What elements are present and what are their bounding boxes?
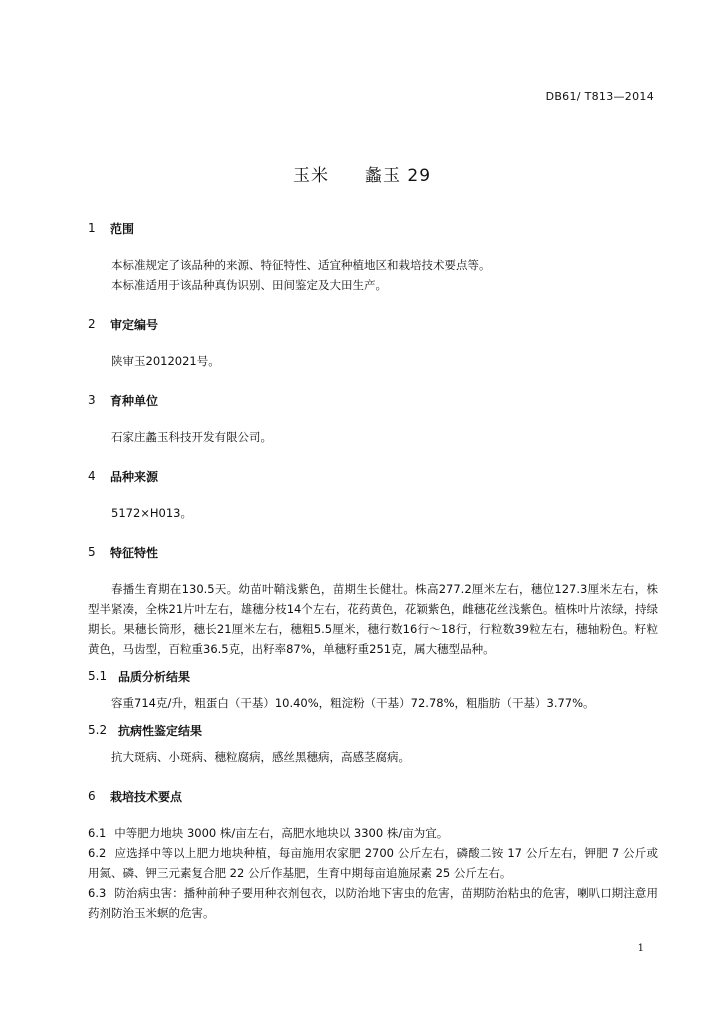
section-heading-6: 6 栽培技术要点 — [88, 789, 183, 804]
list-item: 6.3 防治病虫害：播种前种子要用种衣剂包衣，以防治地下害虫的危害，苗期防治粘虫的危害，喇叭口期注意用药剂防治玉米螟的危害。 — [88, 886, 658, 920]
document-body — [88, 219, 658, 923]
paragraph: 本标准适用于该品种真伪识别、田间鉴定及大田生产。 — [111, 278, 387, 292]
standard-number: DB61/ T813—2014 — [545, 90, 654, 103]
page-number: 1 — [637, 943, 644, 954]
subsection-heading-5-2: 5.2 抗病性鉴定结果 — [88, 723, 203, 738]
section-heading-4: 4 品种来源 — [88, 469, 159, 484]
paragraph: 陕审玉2012021号。 — [111, 354, 220, 368]
paragraph: 春播生育期在130.5天。幼苗叶鞘浅紫色，苗期生长健壮。株高277.2厘米左右，穗位127.3厘米左右，株型半紧凑，全株21片叶左右，雄穗分枝14个左右，花药黄色，花颖紫色，雌穗花丝浅紫色。植株叶片浓绿，持绿期长。果穗长筒形，穗长21厘米左右，穗粗5.5厘米，穗行数16行～18行，行粒数39粒左右，穗轴粉色。籽粒黄色，马齿型，百粒重36.5克，出籽率87%，单穗籽重251克，属大穗型品种。 — [88, 582, 658, 656]
paragraph: 本标准规定了该品种的来源、特征特性、适宜种植地区和栽培技术要点等。 — [111, 258, 491, 272]
paragraph: 5172×H013。 — [111, 506, 192, 520]
title-crop: 玉米 — [292, 166, 329, 186]
paragraph: 石家庄蠡玉科技开发有限公司。 — [111, 430, 272, 444]
paragraph: 容重714克/升，粗蛋白（干基）10.40%，粗淀粉（干基）72.78%，粗脂肪（干基）3.77%。 — [111, 696, 595, 710]
subsection-heading-5-1: 5.1 品质分析结果 — [88, 669, 191, 684]
section-heading-3: 3 育种单位 — [88, 393, 159, 408]
list-item: 6.2 应选择中等以上肥力地块种植，每亩施用农家肥 2700 公斤左右，磷酸二铵 17 公斤左右，钾肥 7 公斤或用氮、磷、钾三元素复合肥 22 公斤作基肥，生育中期每亩追施尿素 25 公斤左右。 — [88, 846, 658, 880]
section-heading-1: 1 范围 — [88, 221, 135, 236]
section-heading-5: 5 特征特性 — [88, 545, 159, 560]
paragraph: 抗大斑病、小斑病、穗粒腐病，感丝黑穗病，高感茎腐病。 — [111, 750, 410, 764]
list-item: 6.1 中等肥力地块 3000 株/亩左右，高肥水地块以 3300 株/亩为宜。 — [88, 826, 449, 840]
document-title — [0, 161, 724, 186]
section-heading-2: 2 审定编号 — [88, 317, 159, 332]
title-variety: 蠡玉 29 — [364, 166, 432, 186]
